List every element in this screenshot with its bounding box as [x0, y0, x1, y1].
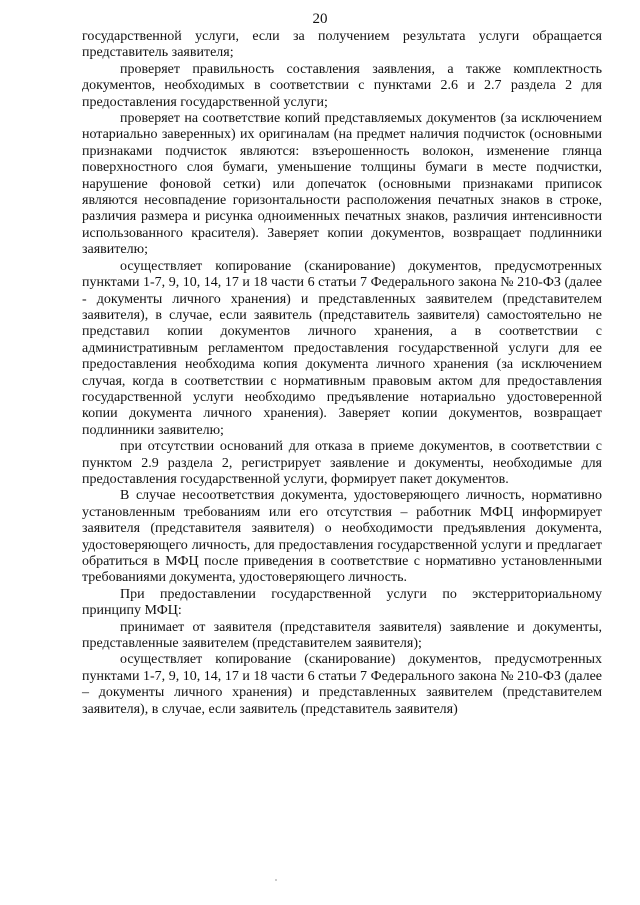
paragraph-check-application: проверяет правильность составления заявления, а также комплектность документов, необходимых в соответствии с пунктами 2.6 и 2.7 раздела 2 для предоставления государственной услуги; — [82, 61, 602, 110]
paragraph-accept-application: принимает от заявителя (представителя заявителя) заявление и документы, представленные заявителем (представителем заявителя); — [82, 619, 602, 652]
paragraph-register-application: при отсутствии оснований для отказа в приеме документов, в соответствии с пунктом 2.9 раздела 2, регистрирует заявление и документы, необходимые для предоставления государственной услуги, формирует пакет документов. — [82, 439, 602, 487]
page-body — [82, 29, 602, 718]
paragraph-copy-documents: осуществляет копирование (сканирование) документов, предусмотренных пунктами 1-7, 9, 10, 14, 17 и 18 части 6 статьи 7 Федерального закона № 210-ФЗ (далее - документы личного хранения) и представленных заявителем (представителем заявителя), в случае, если заявитель (представитель заявителя) самостоятельно не представил копии документов личного хранения, а в соответствии с административным регламентом предоставления государственной услуги для ее предоставления необходима копия документа личного хранения (за исключением случая, когда в соответствии с нормативным правовым актом для предоставления государственной услуги необходимо предъявление нотариально удостоверенной копии документа личного хранения). Заверяет копии документов, возвращает подлинники заявителю; — [82, 258, 602, 438]
paragraph-identity-mismatch: В случае несоответствия документа, удостоверяющего личность, нормативно установленным требованиям или его отсутствия – работник МФЦ информирует заявителя (представителя заявителя) о необходимости предъявления документа, удостоверяющего личность, для предоставления государственной услуги и предлагает обратиться в МФЦ после приведения в соответствие с нормативно установленными требованиями документа, удостоверяющего личность. — [82, 488, 602, 586]
paragraph-copy-documents-2: осуществляет копирование (сканирование) документов, предусмотренных пунктами 1-7, 9, 10, 14, 17 и 18 части 6 статьи 7 Федерального закона № 210-ФЗ (далее – документы личного хранения) и представленных заявителем (представителем заявителя), в случае, если заявитель (представитель заявителя) — [82, 652, 602, 717]
paragraph-verify-copies: проверяет на соответствие копий представляемых документов (за исключением нотариально заверенных) их оригиналам (на предмет наличия подчисток (основными признаками подчисток являются: взъерошенность волокон, изменение глянца поверхностного слоя бумаги, уменьшение толщины бумаги в месте подчистки, нарушение фоновой сетки) или допечаток (основными признаками приписок являются несовпадение горизонтальности расположения печатных знаков в строке, различия размера и рисунка одноименных печатных знаков, различия интенсивности использованного красителя). Заверяет копии документов, возвращает подлинники заявителю; — [82, 111, 602, 258]
paragraph-continuation: государственной услуги, если за получением результата услуги обращается представитель заявителя; — [82, 29, 602, 61]
scan-speck — [275, 879, 277, 881]
page-number: 20 — [312, 11, 328, 27]
paragraph-extraterritorial: При предоставлении государственной услуги по экстерриториальному принципу МФЦ: — [82, 586, 602, 619]
